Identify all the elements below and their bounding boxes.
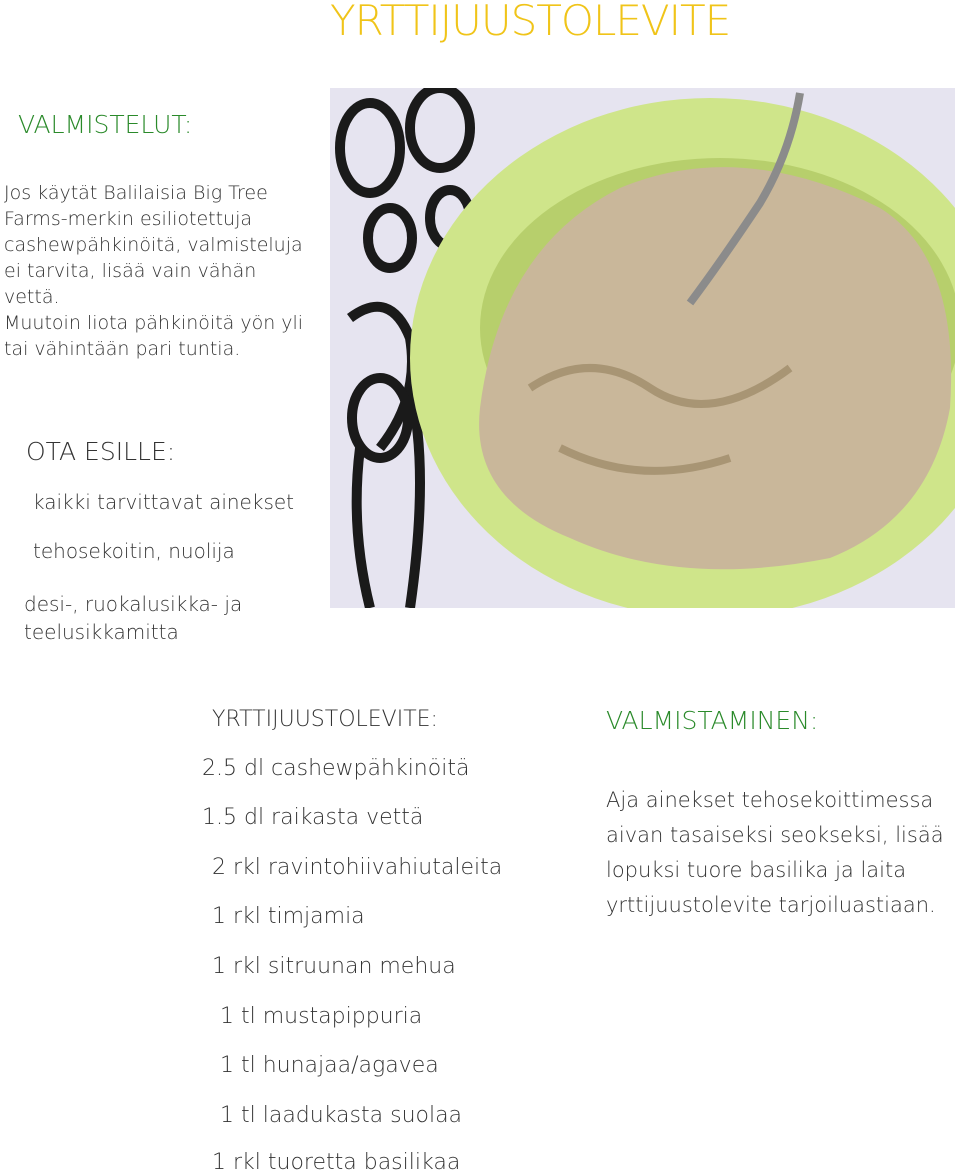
ingredient-item: 2.5 dl cashewpähkinöitä — [202, 756, 470, 781]
ingredients-heading: YRTTIJUUSTOLEVITE: — [212, 707, 438, 732]
valmistaminen-text: Aja ainekset tehosekoittimessa aivan tasaiseksi seokseksi, lisää lopuksi tuore basilika ja laita yrttijuustolevite tarjoiluastiaan. — [606, 788, 944, 917]
page-title: YRTTIJUUSTOLEVITE — [330, 0, 731, 45]
ingredient-item: 1 rkl timjamia — [212, 904, 365, 929]
ingredient-item: 1 rkl tuoretta basilikaa — [212, 1150, 461, 1175]
valmistelut-heading: VALMISTELUT: — [18, 110, 193, 139]
valmistelut-text-2: Muutoin liota pähkinöitä yön yli tai vähintään pari tuntia. — [4, 312, 304, 360]
ingredient-item: 1 tl laadukasta suolaa — [220, 1103, 463, 1128]
ingredient-item: 2 rkl ravintohiivahiutaleita — [212, 855, 503, 880]
ota-esille-heading: OTA ESILLE: — [26, 437, 176, 466]
ingredient-item: 1 tl mustapippuria — [220, 1004, 423, 1029]
valmistaminen-heading: VALMISTAMINEN: — [606, 706, 819, 735]
ingredient-item: 1.5 dl raikasta vettä — [202, 805, 424, 830]
ota-esille-item: tehosekoitin, nuolija — [33, 539, 235, 563]
ota-esille-item: kaikki tarvittavat ainekset — [33, 490, 295, 514]
ingredient-item: 1 rkl sitruunan mehua — [212, 954, 456, 979]
ingredient-item: 1 tl hunajaa/agavea — [220, 1053, 439, 1078]
ota-esille-item: desi-, ruokalusikka- ja teelusikkamitta — [24, 592, 243, 644]
valmistelut-text-1: Jos käytät Balilaisia Big Tree Farms-merkin esiliotettuja cashewpähkinöitä, valmisteluja ei tarvita, lisää vain vähän vettä. — [4, 182, 303, 308]
recipe-photo — [330, 88, 955, 608]
